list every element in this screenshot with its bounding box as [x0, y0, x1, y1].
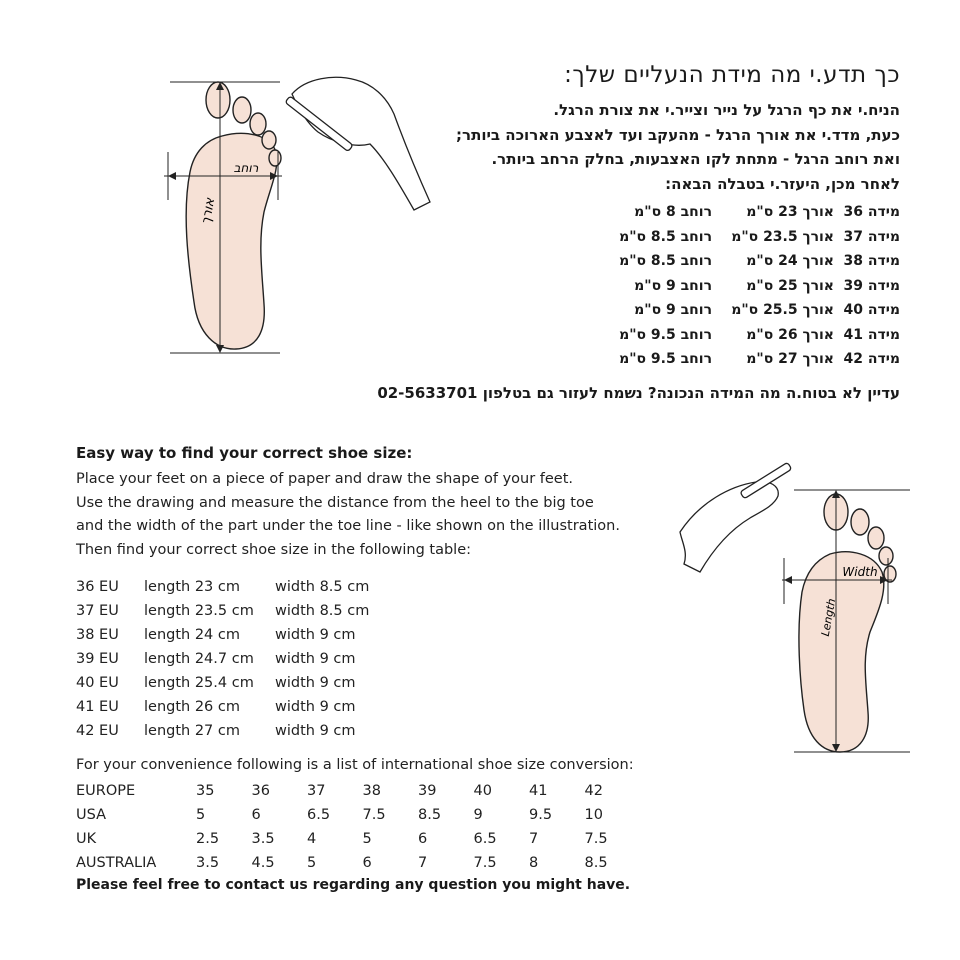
hebrew-instructions — [456, 98, 900, 196]
width-cell: רוחב 8.5 ס"מ — [619, 228, 712, 245]
hebrew-contact-line: עדיין לא בטוח.ה מה המידה הנכונה? נשמח לעזור גם בטלפון 02-5633701 — [377, 384, 900, 402]
width-cell: רוחב 8 ס"מ — [634, 204, 712, 221]
value-cell: 35 — [196, 783, 215, 799]
hand-pencil-icon — [285, 77, 430, 210]
length-cell: length 26 cm — [144, 699, 240, 715]
contact-footer: Please feel free to contact us regarding any question you might have. — [76, 877, 631, 893]
value-cell: 39 — [418, 783, 437, 799]
width-cell: width 9 cm — [275, 627, 356, 643]
value-cell: 6 — [418, 831, 428, 847]
length-cell: length 23.5 cm — [144, 603, 254, 619]
length-cell: length 24 cm — [144, 627, 240, 643]
row-label: UK — [76, 831, 97, 847]
length-cell: length 25.4 cm — [144, 675, 254, 691]
table-row — [76, 599, 369, 623]
length-label: Length — [818, 597, 839, 638]
width-cell: width 8.5 cm — [275, 603, 370, 619]
row-label: AUSTRALIA — [76, 855, 157, 871]
size-cell: מידה 41 — [843, 326, 900, 343]
english-title: Easy way to find your correct shoe size: — [76, 444, 413, 462]
table-row — [76, 671, 369, 695]
size-cell: 41 EU — [76, 699, 119, 715]
value-cell: 3.5 — [251, 831, 275, 847]
hand-pencil-icon — [680, 462, 792, 572]
value-cell: 6 — [362, 855, 372, 871]
width-label: Width — [842, 565, 878, 579]
size-cell: מידה 40 — [843, 302, 900, 319]
size-cell: 42 EU — [76, 723, 119, 739]
hebrew-line: כעת, מדד.י את אורך הרגל - מהעקב ועד לאצבע הארוכה ביותר; — [456, 125, 900, 144]
hebrew-title: כך תדע.י מה מידת הנעליים שלך: — [564, 62, 900, 88]
length-cell: אורך 24 ס"מ — [746, 253, 834, 270]
table-row — [76, 827, 640, 851]
table-row — [617, 347, 900, 372]
table-row — [617, 323, 900, 348]
value-cell: 42 — [584, 783, 603, 799]
value-cell: 40 — [473, 783, 492, 799]
length-cell: length 27 cm — [144, 723, 240, 739]
value-cell: 6.5 — [473, 831, 497, 847]
value-cell: 6 — [251, 807, 261, 823]
size-cell: מידה 39 — [843, 277, 900, 294]
table-row — [617, 298, 900, 323]
length-cell: אורך 25 ס"מ — [746, 277, 834, 294]
width-cell: רוחב 9 ס"מ — [634, 302, 712, 319]
value-cell: 5 — [307, 855, 317, 871]
width-cell: width 9 cm — [275, 651, 356, 667]
size-cell: 38 EU — [76, 627, 119, 643]
size-cell: מידה 36 — [843, 204, 900, 221]
width-cell: width 9 cm — [275, 675, 356, 691]
conversion-title: For your convenience following is a list of international shoe size conversion: — [76, 757, 634, 773]
english-size-table — [76, 575, 369, 743]
value-cell: 9 — [473, 807, 483, 823]
row-label: EUROPE — [76, 783, 136, 799]
table-row — [76, 851, 640, 875]
size-cell: 37 EU — [76, 603, 119, 619]
size-cell: מידה 38 — [843, 253, 900, 270]
table-row — [617, 249, 900, 274]
table-row — [76, 779, 640, 803]
width-cell: width 8.5 cm — [275, 579, 370, 595]
hebrew-line: לאחר מכן, היעזר.י בטבלה הבאה: — [665, 174, 900, 193]
width-cell: רוחב 8.5 ס"מ — [619, 253, 712, 270]
width-cell: רוחב 9.5 ס"מ — [619, 326, 712, 343]
width-cell: width 9 cm — [275, 699, 356, 715]
value-cell: 2.5 — [196, 831, 220, 847]
length-cell: אורך 23 ס"מ — [746, 204, 834, 221]
width-cell: רוחב 9.5 ס"מ — [619, 351, 712, 368]
english-instructions — [76, 468, 620, 562]
foot-measure-illustration-hebrew — [150, 72, 450, 372]
size-cell: 39 EU — [76, 651, 119, 667]
value-cell: 7.5 — [473, 855, 497, 871]
value-cell: 5 — [196, 807, 206, 823]
size-cell: מידה 37 — [843, 228, 900, 245]
table-row — [76, 803, 640, 827]
value-cell: 6.5 — [307, 807, 331, 823]
value-cell: 4.5 — [251, 855, 275, 871]
value-cell: 41 — [529, 783, 548, 799]
english-line: Use the drawing and measure the distance from the heel to the big toe — [76, 494, 594, 511]
width-label: רוחב — [233, 161, 259, 175]
value-cell: 8.5 — [418, 807, 442, 823]
value-cell: 7.5 — [584, 831, 608, 847]
value-cell: 8.5 — [584, 855, 608, 871]
conversion-table — [76, 779, 640, 875]
value-cell: 5 — [362, 831, 372, 847]
table-row — [76, 623, 369, 647]
english-line: Then find your correct shoe size in the following table: — [76, 541, 472, 558]
value-cell: 7 — [418, 855, 428, 871]
size-cell: מידה 42 — [843, 351, 900, 368]
value-cell: 8 — [529, 855, 539, 871]
value-cell: 9.5 — [529, 807, 553, 823]
table-row — [76, 647, 369, 671]
table-row — [76, 719, 369, 743]
english-line: and the width of the part under the toe line - like shown on the illustration. — [76, 518, 620, 534]
length-cell: length 23 cm — [144, 579, 240, 595]
size-cell: 36 EU — [76, 579, 119, 595]
table-row — [617, 274, 900, 299]
value-cell: 4 — [307, 831, 317, 847]
hebrew-size-table — [617, 200, 900, 372]
english-line: Place your feet on a piece of paper and draw the shape of your feet. — [76, 471, 574, 487]
value-cell: 7 — [529, 831, 539, 847]
value-cell: 7.5 — [362, 807, 386, 823]
size-cell: 40 EU — [76, 675, 119, 691]
row-label: USA — [76, 807, 107, 823]
hebrew-line: ואת רוחב הרגל - מתחת לקו האצבעות, בחלק הרחב ביותר. — [491, 150, 900, 168]
foot-outline — [799, 494, 896, 752]
width-cell: רוחב 9 ס"מ — [634, 277, 712, 294]
table-row — [76, 695, 369, 719]
length-cell: אורך 23.5 ס"מ — [731, 228, 834, 245]
value-cell: 36 — [251, 783, 270, 799]
value-cell: 10 — [584, 807, 603, 823]
length-label: אורך — [198, 197, 219, 226]
hebrew-line: הניח.י את כף הרגל על נייר וצייר.י את צורת הרגל. — [553, 101, 900, 119]
length-cell: אורך 27 ס"מ — [746, 351, 834, 368]
length-cell: length 24.7 cm — [144, 651, 254, 667]
value-cell: 38 — [362, 783, 381, 799]
table-row — [617, 200, 900, 225]
length-cell: אורך 26 ס"מ — [746, 326, 834, 343]
width-cell: width 9 cm — [275, 723, 356, 739]
value-cell: 3.5 — [196, 855, 220, 871]
value-cell: 37 — [307, 783, 326, 799]
foot-measure-illustration-english — [670, 472, 950, 762]
length-cell: אורך 25.5 ס"מ — [731, 302, 834, 319]
table-row — [617, 225, 900, 250]
table-row — [76, 575, 369, 599]
